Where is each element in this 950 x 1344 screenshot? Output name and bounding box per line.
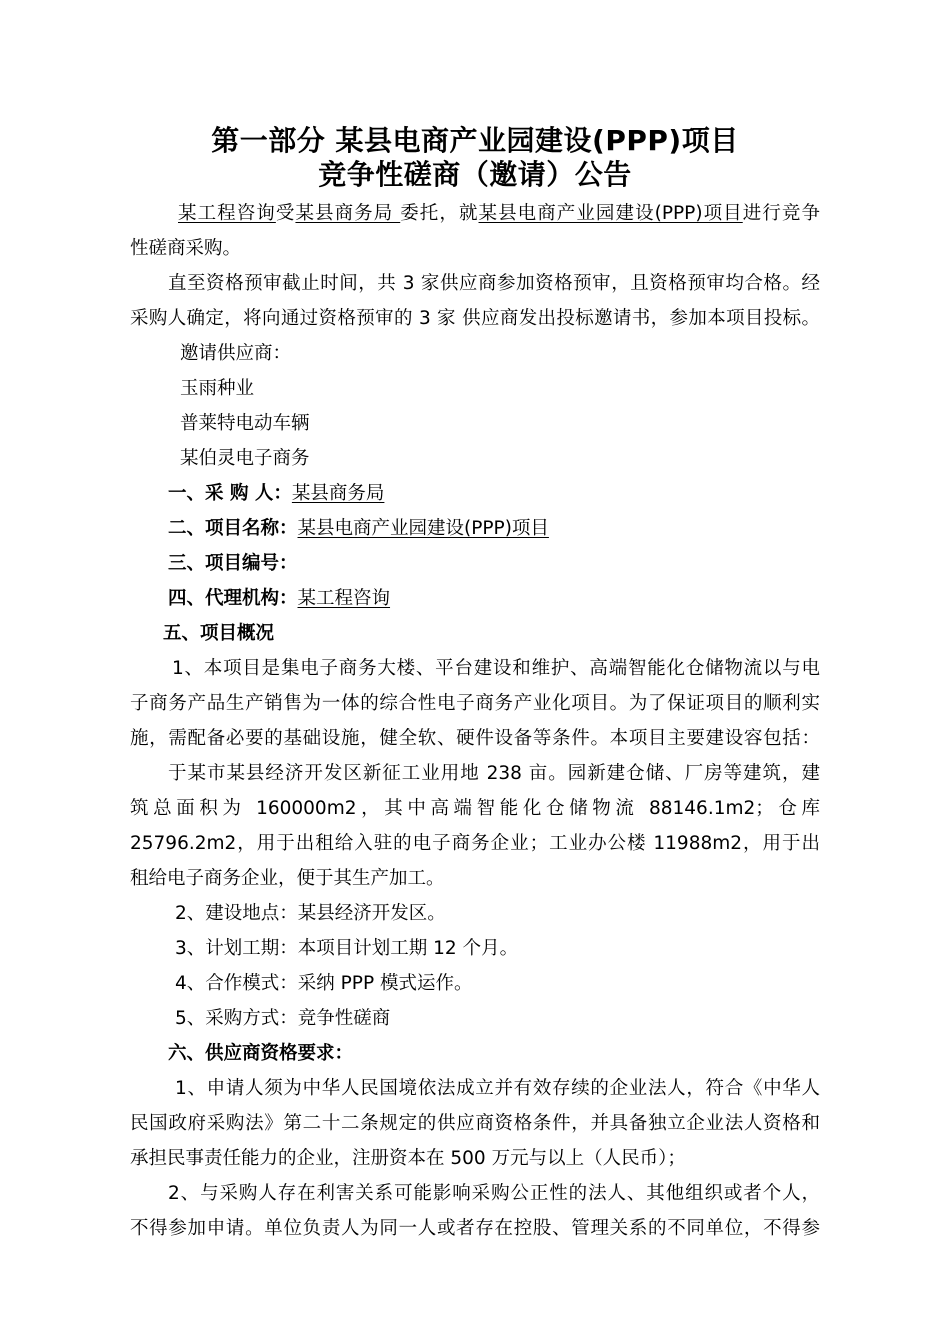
qualification-r2-line1: 2、与采购人存在利害关系可能影响采购公正性的法人、其他组织或者个人， <box>168 1183 820 1204</box>
suppliers-heading: 邀请供应商： <box>180 343 292 364</box>
agency-value: 某工程咨询 <box>297 588 391 609</box>
overview-p2-line3: 25796.2m2，用于出租给入驻的电子商务企业；工业办公楼 11988m2，用于出 <box>130 833 820 854</box>
agency-name: 某工程咨询 <box>178 203 276 224</box>
overview-heading: 五、项目概况 <box>163 623 275 644</box>
purchaser-row <box>168 481 384 507</box>
project-no-label: 三、项目编号： <box>168 553 298 574</box>
overview-p2-line2: 筑总面积为 160000m2，其中高端智能化仓储物流 88146.1m2；仓库 <box>130 798 820 819</box>
agency-label: 四、代理机构： <box>168 588 298 609</box>
overview-p1-line2: 子商务产品生产销售为一体的综合性电子商务产业化项目。为了保证项目的顺利实 <box>130 693 820 714</box>
prequal-line2: 采购人确定，将向通过资格预审的 3 家 供应商发出投标邀请书，参加本项目投标。 <box>130 308 820 329</box>
document-title-line1: 第一部分 某县电商产业园建设(PPP)项目 <box>211 124 739 157</box>
overview-p2-line1: 于某市某县经济开发区新征工业用地 238 亩。园新建仓储、厂房等建筑，建 <box>168 763 820 784</box>
qualification-r1-line2: 民国政府采购法》第二十二条规定的供应商资格条件，并具备独立企业法人资格和 <box>130 1113 820 1134</box>
overview-item: 3、计划工期：本项目计划工期 12 个月。 <box>175 938 519 959</box>
overview-item: 2、建设地点：某县经济开发区。 <box>175 903 446 924</box>
purchaser-name: 某县商务局 <box>295 203 401 224</box>
project-name-label: 二、项目名称： <box>168 518 298 539</box>
overview-item: 5、采购方式：竞争性磋商 <box>175 1008 391 1029</box>
purchaser-value: 某县商务局 <box>291 483 385 504</box>
supplier-item: 某伯灵电子商务 <box>180 448 310 469</box>
qualification-r1-line1: 1、申请人须为中华人民国境依法成立并有效存续的企业法人，符合《中华人 <box>175 1078 820 1099</box>
intro-line2: 性磋商采购。 <box>130 238 242 259</box>
intro-line1: 某工程咨询受某县商务局 委托，就某县电商产业园建设(PPP)项目进行竞争 <box>178 203 820 224</box>
purchaser-label: 一、采 购 人： <box>168 483 292 504</box>
prequal-line1: 直至资格预审截止时间，共 3 家供应商参加资格预审，且资格预审均合格。经 <box>168 273 820 294</box>
project-name: 某县电商产业园建设(PPP)项目 <box>478 203 743 224</box>
qualification-r2-line2: 不得参加申请。单位负责人为同一人或者存在控股、管理关系的不同单位，不得参 <box>130 1218 820 1239</box>
qualification-r1-line3: 承担民事责任能力的企业，注册资本在 500 万元与以上（人民币）； <box>130 1148 686 1169</box>
document-title-line2: 竞争性磋商（邀请）公告 <box>318 158 632 191</box>
project-name-value: 某县电商产业园建设(PPP)项目 <box>297 518 549 539</box>
overview-item: 4、合作模式：采纳 PPP 模式运作。 <box>175 973 473 994</box>
overview-p2-line4: 租给电子商务企业，便于其生产加工。 <box>130 868 445 889</box>
agency-row <box>168 586 390 612</box>
supplier-item: 玉雨种业 <box>180 378 255 399</box>
qualification-heading: 六、供应商资格要求： <box>168 1043 354 1064</box>
project-name-row <box>168 516 549 542</box>
overview-p1-line1: 1、本项目是集电子商务大楼、平台建设和维护、高端智能化仓储物流以与电 <box>172 658 820 679</box>
supplier-item: 普莱特电动车辆 <box>180 413 310 434</box>
overview-p1-line3: 施，需配备必要的基础设施，健全软、硬件设备等条件。本项目主要建设容包括： <box>130 728 820 749</box>
